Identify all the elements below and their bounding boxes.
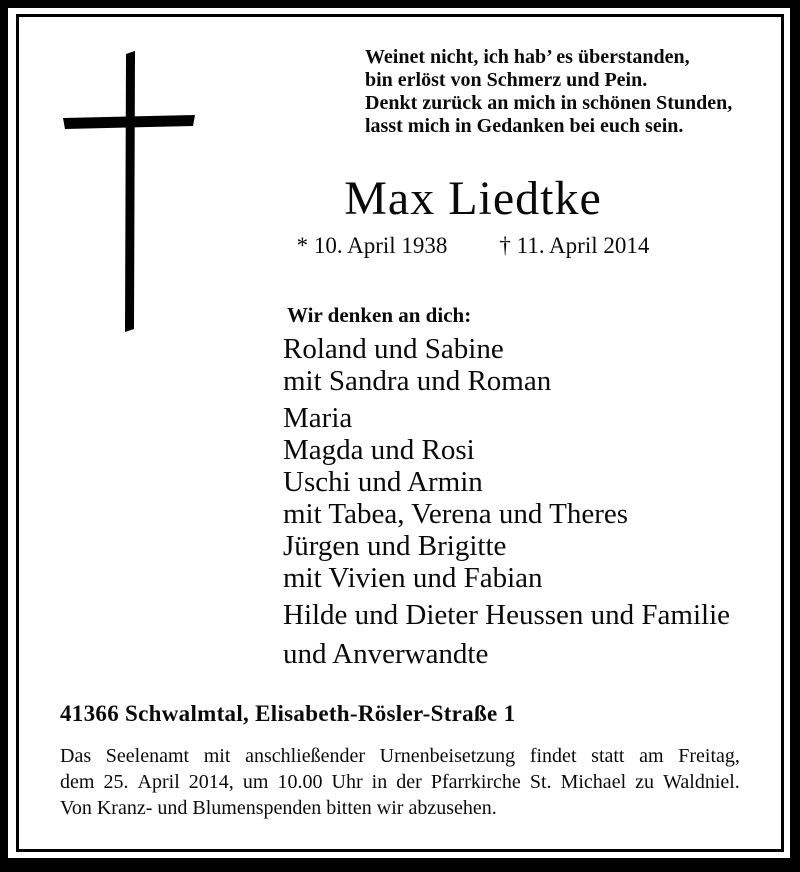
mourner-line: Hilde und Dieter Heussen und Familie — [283, 599, 730, 631]
service-line: dem 25. April 2014, um 10.00 Uhr in der Pfarrkirche St. Michael zu Waldniel. — [60, 771, 740, 793]
deceased-name: Max Liedtke — [344, 172, 602, 225]
mourner-line: Magda und Rosi — [283, 434, 475, 466]
poem-line: Denkt zurück an mich in schönen Stunden, — [365, 92, 733, 114]
mourner-line: Jürgen und Brigitte — [283, 530, 507, 562]
deceased-block — [233, 172, 713, 259]
mourner-line: Maria — [283, 402, 353, 434]
poem-line: bin erlöst von Schmerz und Pein. — [365, 69, 648, 91]
obituary-notice — [8, 8, 790, 858]
mourner-line: mit Tabea, Verena und Theres — [283, 498, 629, 530]
memorial-poem — [365, 46, 732, 138]
birth-date: * 10. April 1938 — [296, 233, 448, 258]
death-date: † 11. April 2014 — [499, 233, 650, 258]
mourner-line: mit Vivien und Fabian — [283, 562, 543, 594]
mourner-line: und Anverwandte — [283, 638, 489, 670]
mourner-line: Roland und Sabine — [283, 333, 504, 365]
poem-line: Weinet nicht, ich hab’ es überstanden, — [365, 46, 690, 68]
mourner-line: mit Sandra und Roman — [283, 365, 552, 397]
remembrance-intro: Wir denken an dich: — [287, 303, 472, 327]
mourner-line: Uschi und Armin — [283, 466, 483, 498]
life-dates — [233, 233, 713, 259]
mourners-list — [283, 333, 730, 670]
service-line: Von Kranz- und Blumenspenden bitten wir abzusehen. — [60, 797, 497, 819]
service-announcement — [60, 743, 740, 821]
address-line: 41366 Schwalmtal, Elisabeth-Rösler-Straße 1 — [60, 701, 516, 726]
poem-line: lasst mich in Gedanken bei euch sein. — [365, 115, 684, 137]
latin-cross-icon — [58, 48, 198, 338]
service-line: Das Seelenamt mit anschließender Urnenbeisetzung findet statt am Freitag, — [60, 745, 740, 767]
